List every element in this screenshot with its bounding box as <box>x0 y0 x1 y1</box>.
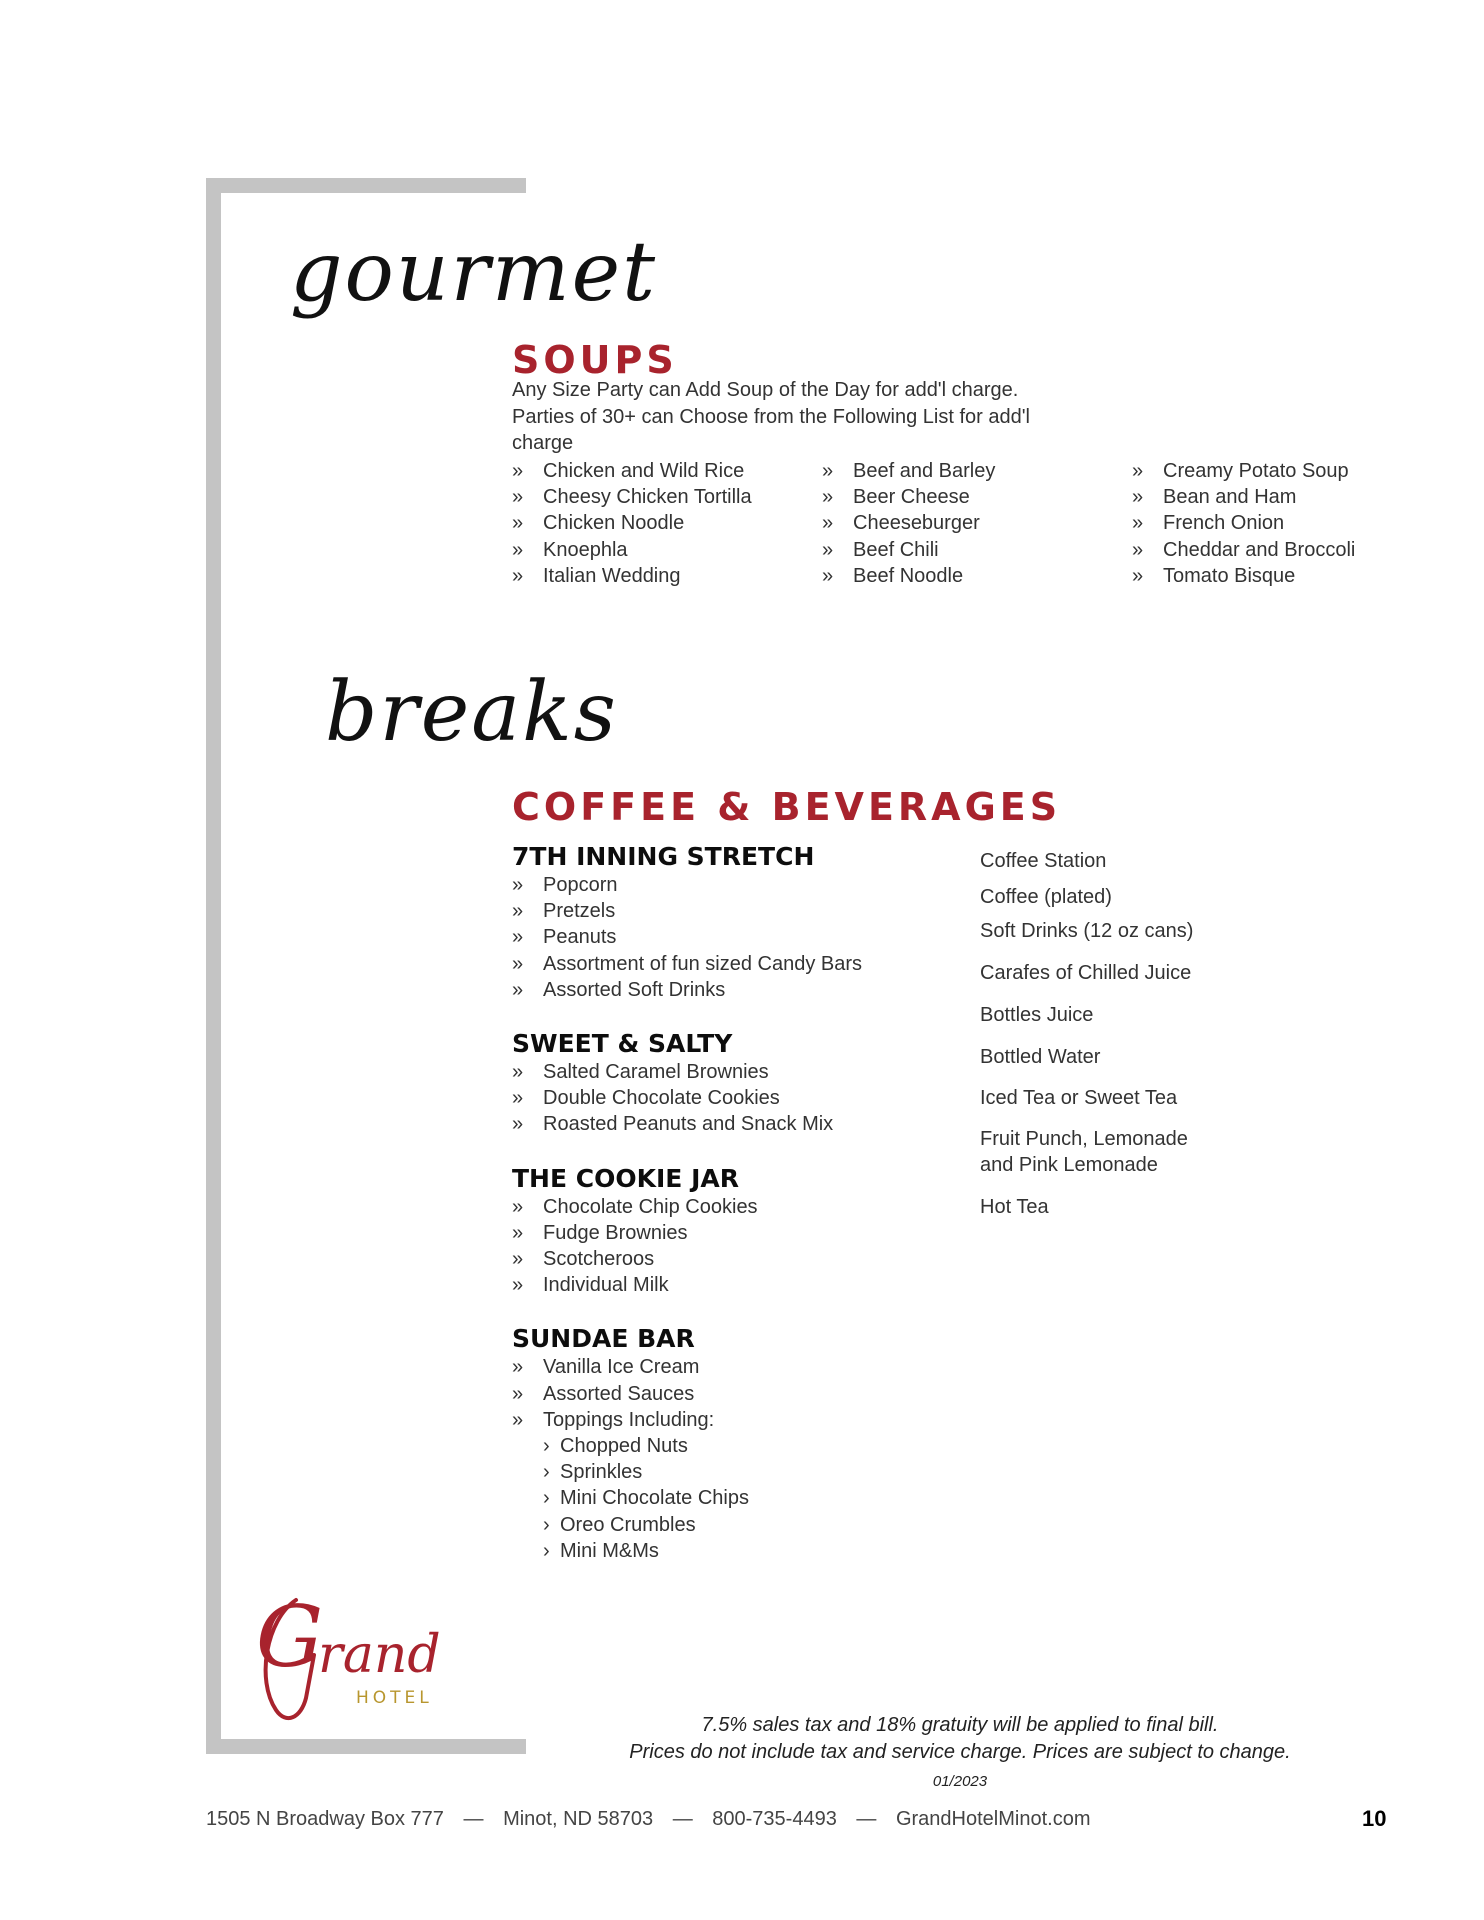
list-item: » Bean and Ham <box>1132 484 1355 510</box>
bullet: » <box>512 538 524 561</box>
package-title: 7TH INNING STRETCH <box>512 842 815 871</box>
list-item: » Creamy Potato Soup <box>1132 458 1355 484</box>
list-item: » Double Chocolate Cookies <box>512 1085 952 1111</box>
beverage-item: Soft Drinks (12 oz cans) <box>980 920 1194 942</box>
bullet: » <box>1132 512 1144 535</box>
list-item: » Individual Milk <box>512 1272 952 1298</box>
footer-separator: — <box>856 1808 877 1830</box>
svg-text:G: G <box>256 1588 324 1686</box>
package-items <box>512 1354 952 1433</box>
price-note: Prices do not include tax and service charge. Prices are subject to change. <box>629 1741 1291 1763</box>
package-group <box>512 1029 952 1138</box>
bullet: » <box>512 926 524 949</box>
bullet: » <box>512 1221 524 1244</box>
package-title: THE COOKIE JAR <box>512 1163 739 1193</box>
toppings-list <box>512 1433 952 1564</box>
package-title: SWEET & SALTY <box>512 1029 733 1059</box>
footer-address: 1505 N Broadway Box 777 <box>206 1808 444 1830</box>
coffee-beverages-heading: COFFEE & BEVERAGES <box>512 785 1062 829</box>
bullet: » <box>822 512 834 535</box>
bullet: » <box>1132 486 1144 509</box>
list-item: › Sprinkles <box>512 1459 952 1485</box>
bullet: » <box>1132 538 1144 561</box>
tax-note: 7.5% sales tax and 18% gratuity will be applied to final bill. <box>701 1714 1219 1736</box>
list-item: » Cheeseburger <box>822 510 995 536</box>
bullet: » <box>512 486 524 509</box>
bullet: » <box>512 1274 524 1297</box>
list-item: » Cheesy Chicken Tortilla <box>512 484 752 510</box>
list-item: » Beef Chili <box>822 537 995 563</box>
beverage-item: Bottled Water <box>980 1046 1101 1068</box>
list-item: » Chocolate Chip Cookies <box>512 1194 952 1220</box>
package-group <box>512 1164 952 1299</box>
bullet: » <box>512 1408 524 1431</box>
sub-bullet: › <box>543 1513 550 1536</box>
soups-list-col3 <box>1132 458 1355 589</box>
bullet: » <box>512 1087 524 1110</box>
list-item: › Mini Chocolate Chips <box>512 1485 952 1511</box>
sub-bullet: › <box>543 1539 550 1562</box>
footer-separator: — <box>672 1808 693 1830</box>
soups-heading: SOUPS <box>512 338 678 382</box>
soups-intro <box>512 377 1030 457</box>
grand-hotel-logo <box>256 1580 496 1735</box>
package-items <box>512 1059 952 1138</box>
list-item: » Assorted Soft Drinks <box>512 977 952 1003</box>
list-item: › Oreo Crumbles <box>512 1512 952 1538</box>
bullet: » <box>822 486 834 509</box>
svg-text:rand: rand <box>318 1625 441 1685</box>
list-item: » Assortment of fun sized Candy Bars <box>512 951 952 977</box>
soups-list-col1 <box>512 458 752 589</box>
beverage-item: Coffee Station <box>980 850 1107 872</box>
bullet: » <box>512 1061 524 1084</box>
bullet: » <box>822 460 834 482</box>
gourmet-title: gourmet <box>290 225 658 320</box>
frame-bottom-bar <box>206 1739 526 1754</box>
bullet: » <box>512 900 524 923</box>
bullet: » <box>512 874 524 896</box>
beverage-item: Hot Tea <box>980 1196 1049 1218</box>
list-item: » Beer Cheese <box>822 484 995 510</box>
list-item: » Vanilla Ice Cream <box>512 1354 952 1380</box>
breaks-packages <box>512 842 952 1590</box>
list-item: › Chopped Nuts <box>512 1433 952 1459</box>
list-item: » Tomato Bisque <box>1132 563 1355 589</box>
package-group <box>512 842 952 1003</box>
page-number: 10 <box>1362 1806 1387 1831</box>
package-group <box>512 1324 952 1564</box>
bullet: » <box>512 512 524 535</box>
list-item: » Salted Caramel Brownies <box>512 1059 952 1085</box>
package-items <box>512 872 952 1003</box>
list-item: » Roasted Peanuts and Snack Mix <box>512 1111 952 1137</box>
soups-list-col2 <box>822 458 995 589</box>
soups-intro-line: Parties of 30+ can Choose from the Following List for add'l <box>512 405 1030 428</box>
list-item: » Fudge Brownies <box>512 1220 952 1246</box>
list-item: » French Onion <box>1132 510 1355 536</box>
bullet: » <box>512 1382 524 1405</box>
list-item: › Mini M&Ms <box>512 1538 952 1564</box>
sub-bullet: › <box>543 1461 550 1484</box>
list-item: » Toppings Including: <box>512 1407 952 1433</box>
list-item: » Peanuts <box>512 924 952 950</box>
footer-contact <box>206 1808 1090 1831</box>
package-title: SUNDAE BAR <box>512 1324 695 1354</box>
frame-left-bar <box>206 178 221 1754</box>
bullet: » <box>1132 564 1144 587</box>
footer-city: Minot, ND 58703 <box>503 1808 654 1830</box>
list-item: » Scotcheroos <box>512 1246 952 1272</box>
list-item: » Cheddar and Broccoli <box>1132 537 1355 563</box>
beverage-item: Coffee (plated) <box>980 886 1112 908</box>
bullet: » <box>512 1113 524 1136</box>
grand-script-logo-icon <box>256 1580 496 1730</box>
sub-bullet: › <box>543 1487 550 1510</box>
footer-separator: — <box>463 1808 484 1830</box>
revision-date: 01/2023 <box>932 1773 988 1790</box>
list-item: » Beef Noodle <box>822 563 995 589</box>
package-items <box>512 1194 952 1299</box>
bullet: » <box>512 978 524 1001</box>
breaks-title: breaks <box>325 665 618 760</box>
sub-bullet: › <box>543 1435 550 1458</box>
bullet: » <box>822 538 834 561</box>
bullet: » <box>512 564 524 587</box>
bullet: » <box>822 564 834 587</box>
beverage-item: Fruit Punch, Lemonade <box>980 1128 1188 1150</box>
list-item: » Chicken Noodle <box>512 510 752 536</box>
bullet: » <box>512 1248 524 1271</box>
soups-intro-line: Any Size Party can Add Soup of the Day for add'l charge. <box>512 379 1019 401</box>
beverage-item: Iced Tea or Sweet Tea <box>980 1087 1178 1109</box>
footer-phone: 800-735-4493 <box>712 1808 837 1830</box>
list-item: » Knoephla <box>512 537 752 563</box>
soups-intro-line: charge <box>512 432 574 454</box>
svg-text:HOTEL: HOTEL <box>356 1688 433 1708</box>
bullet: » <box>512 1195 524 1218</box>
list-item: » Pretzels <box>512 898 952 924</box>
beverage-item: Carafes of Chilled Juice <box>980 962 1192 984</box>
bullet: » <box>512 952 524 975</box>
bullet: » <box>512 460 524 482</box>
beverage-item: Bottles Juice <box>980 1004 1094 1026</box>
bullet: » <box>1132 460 1144 482</box>
beverage-item: and Pink Lemonade <box>980 1154 1158 1176</box>
footer-website: GrandHotelMinot.com <box>895 1808 1091 1830</box>
bullet: » <box>512 1356 524 1379</box>
list-item: » Italian Wedding <box>512 563 752 589</box>
list-item: » Assorted Sauces <box>512 1381 952 1407</box>
list-item: » Popcorn <box>512 872 952 898</box>
list-item: » Beef and Barley <box>822 458 995 484</box>
list-item: » Chicken and Wild Rice <box>512 458 752 484</box>
frame-top-bar <box>206 178 526 193</box>
